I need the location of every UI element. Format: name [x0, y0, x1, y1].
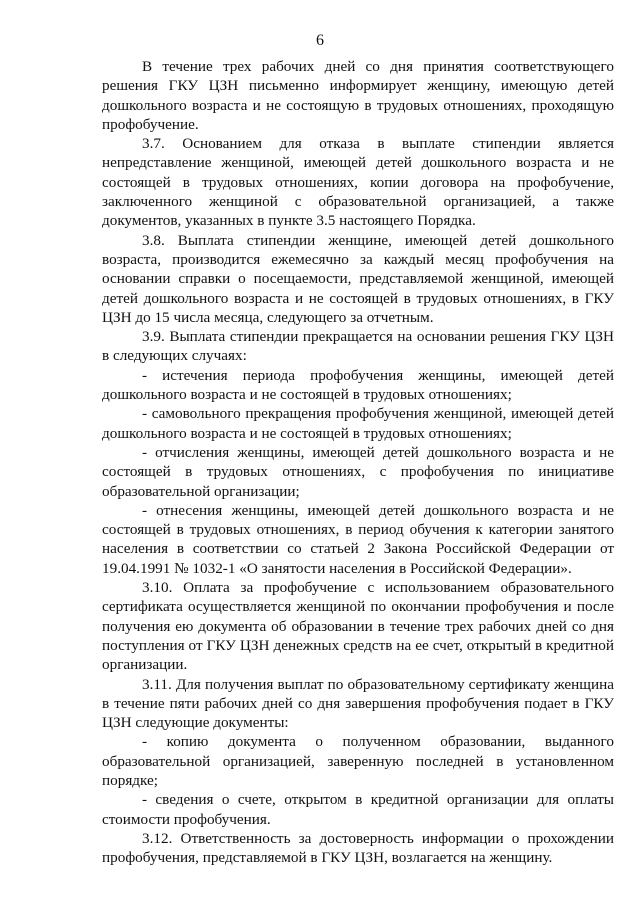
- paragraph-3-8: 3.8. Выплата стипендии женщине, имеющей детей дошкольного возраста, производится ежемесячно за каждый месяц профобучения на основании справки о посещаемости, представляемой женщиной, имеющей детей дошкольного возраста и не состоящей в трудовых отношениях, в ГКУ ЦЗН до 15 числа месяца, следующего за отчетным.: [102, 231, 614, 326]
- paragraph-decision-notice: В течение трех рабочих дней со дня принятия соответствующего решения ГКУ ЦЗН письменно информирует женщину, имеющую детей дошкольного возраста и не состоящую в трудовых отношениях, проходящую профобучение.: [102, 58, 614, 133]
- paragraph-3-9: 3.9. Выплата стипендии прекращается на основании решения ГКУ ЦЗН в следующих случаях:: [102, 328, 614, 365]
- paragraph-3-12: 3.12. Ответственность за достоверность информации о прохождении профобучения, представляемой в ГКУ ЦЗН, возлагается на женщину.: [102, 829, 614, 867]
- paragraph-3-11: 3.11. Для получения выплат по образовательному сертификату женщина в течение пяти рабочих дней со дня завершения профобучения подает в ГКУ ЦЗН следующие документы:: [102, 675, 614, 732]
- page-number: 6: [316, 32, 324, 49]
- document-body: [102, 57, 614, 867]
- paragraph-3-10: 3.10. Оплата за профобучение с использованием образовательного сертификата осуществляется женщиной по окончании профобучения и после получения ею документа об образовании в течение трех рабочих дней со дня поступления от ГКУ ЦЗН денежных средств на ее счет, открытый в кредитной организации.: [102, 579, 614, 674]
- list-item-3-9-3: - отчисления женщины, имеющей детей дошкольного возраста и не состоящей в трудовых отношениях, с профобучения по инициативе образовательной организации;: [102, 443, 614, 500]
- paragraph-3-7: 3.7. Основанием для отказа в выплате стипендии является непредставление женщиной, имеющей детей дошкольного возраста и не состоящей в трудовых отношениях, копии договора на профобучение, заключенного женщиной с образовательной организацией, а также документов, указанных в пункте 3.5 настоящего Порядка.: [102, 135, 614, 230]
- list-item-3-9-1: - истечения периода профобучения женщины, имеющей детей дошкольного возраста и не состоящей в трудовых отношениях;: [102, 366, 614, 404]
- list-item-3-9-2: - самовольного прекращения профобучения женщиной, имеющей детей дошкольного возраста и не состоящей в трудовых отношениях;: [102, 405, 614, 442]
- list-item-3-11-2: - сведения о счете, открытом в кредитной организации для оплаты стоимости профобучения.: [102, 791, 614, 828]
- list-item-3-11-1: - копию документа о полученном образовании, выданного образовательной организацией, заверенную последней в установленном порядке;: [102, 733, 614, 789]
- list-item-3-9-4: - отнесения женщины, имеющей детей дошкольного возраста и не состоящей в трудовых отношениях, в период обучения к категории занятого населения в соответствии со статьей 2 Закона Российской Федерации от 19.04.1991 № 1032-1 «О занятости населения в Российской Федерации».: [102, 501, 614, 577]
